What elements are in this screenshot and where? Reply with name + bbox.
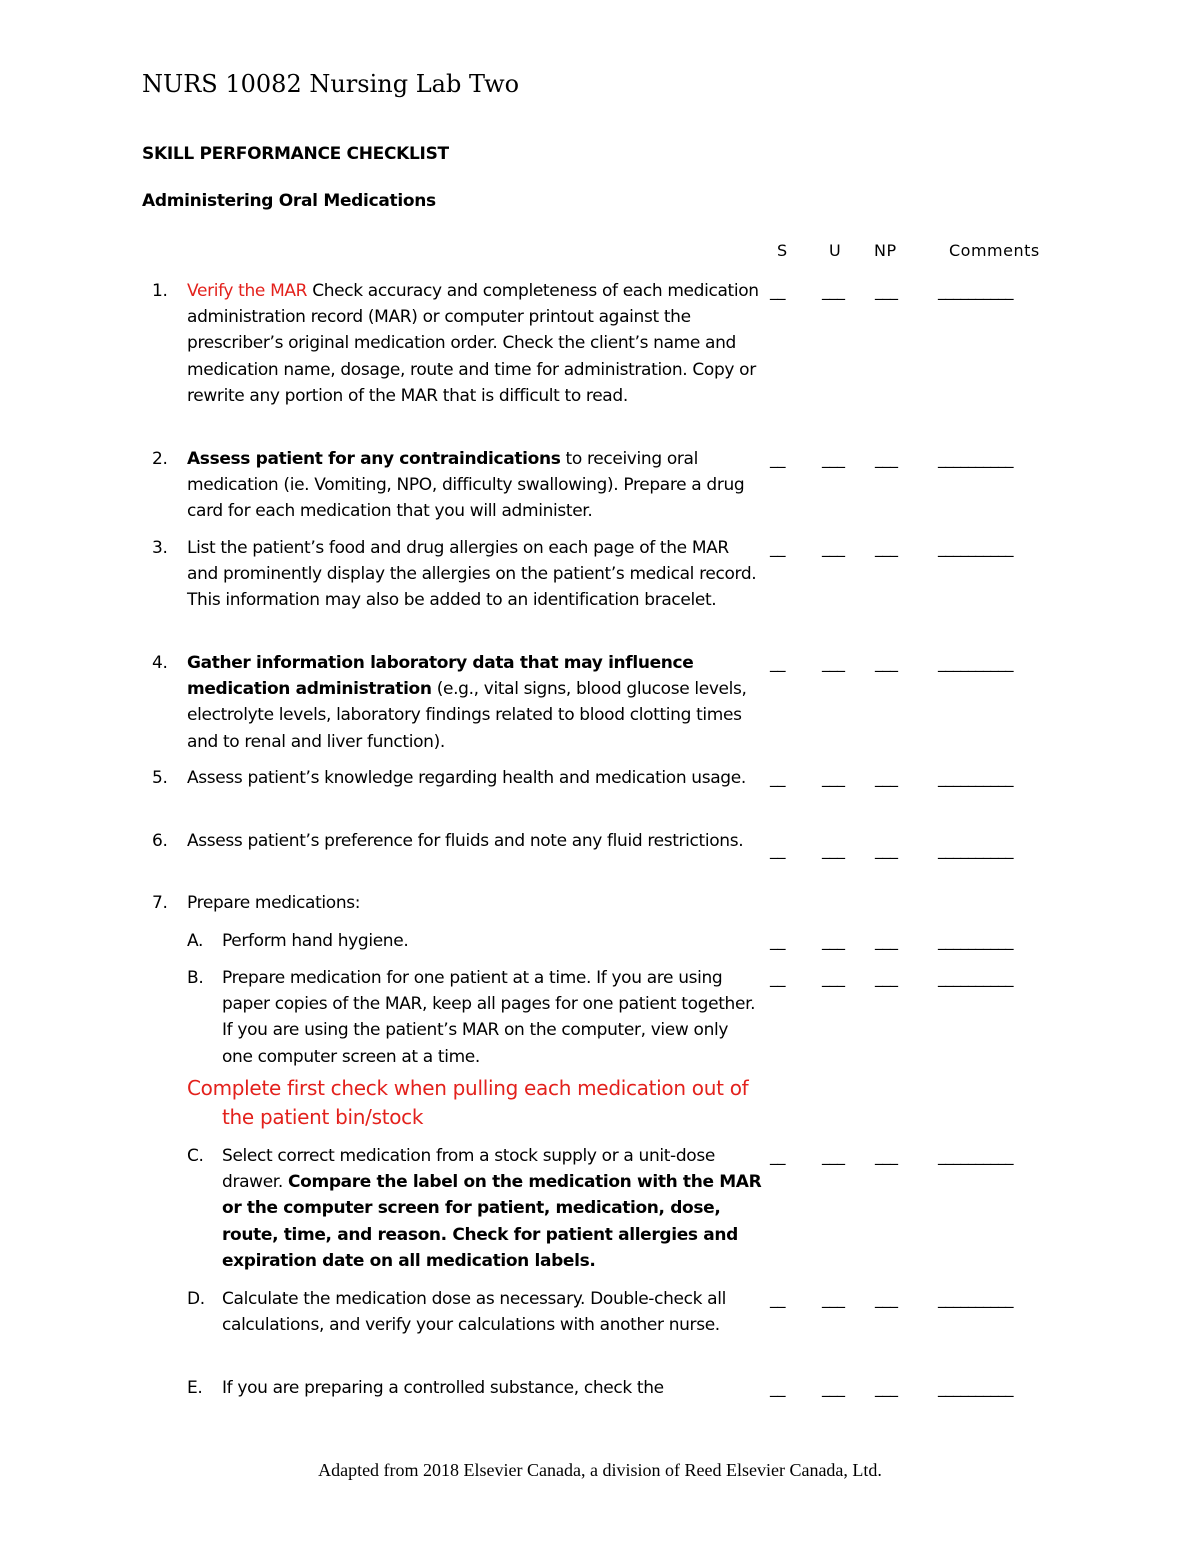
rating-blanks <box>770 446 1013 525</box>
blank-np: ___ <box>875 538 898 557</box>
item-text: Prepare medications: <box>187 893 361 913</box>
column-header-u: U <box>829 241 842 260</box>
item-body: to receiving oral medication (ie. Vomiting, NPO, difficulty swallowing). Prepare a drug card for each medication that you will administer. <box>187 449 745 522</box>
blank-comments: __________ <box>938 449 1013 468</box>
notice-line-2: the patient bin/stock <box>222 1105 424 1129</box>
blank-s: __ <box>770 538 785 557</box>
blank-u: ___ <box>822 1146 845 1165</box>
blank-comments: __________ <box>938 1146 1013 1165</box>
blank-u: ___ <box>822 538 845 557</box>
rating-blanks <box>770 650 1013 729</box>
rating-blanks <box>770 765 1013 844</box>
item-number: 3. <box>152 538 168 558</box>
item-body: (e.g., vital signs, blood glucose levels, electrolyte levels, laboratory findings related to blood clotting times and to renal and liver function). <box>187 679 747 752</box>
blank-s: __ <box>770 931 785 950</box>
blank-comments: __________ <box>938 968 1013 987</box>
blank-comments: __________ <box>938 1378 1013 1397</box>
blank-comments: __________ <box>938 281 1013 300</box>
blank-np: ___ <box>875 840 898 859</box>
subitem-letter: B. <box>187 968 204 988</box>
blank-s: __ <box>770 1146 785 1165</box>
item-number: 7. <box>152 893 168 913</box>
item-text: Assess patient’s knowledge regarding health and medication usage. <box>187 768 746 788</box>
blank-s: __ <box>770 840 785 859</box>
item-highlight: Verify the MAR <box>187 281 308 301</box>
notice-line-1: Complete first check when pulling each medication out of <box>187 1076 749 1100</box>
subitem-text: If you are preparing a controlled substance, check the <box>222 1378 664 1398</box>
subitem-letter: D. <box>187 1289 205 1309</box>
blank-np: ___ <box>875 1378 898 1397</box>
first-check-notice <box>187 1074 757 1132</box>
item-text <box>187 650 762 755</box>
blank-u: ___ <box>822 931 845 950</box>
course-header: NURS 10082 Nursing Lab Two <box>142 70 520 98</box>
item-emphasis: Assess patient for any contraindications <box>187 449 561 469</box>
item-number: 5. <box>152 768 168 788</box>
item-text <box>187 446 762 525</box>
blank-np: ___ <box>875 931 898 950</box>
column-header-s: S <box>777 241 788 260</box>
column-header-comments: Comments <box>949 241 1040 260</box>
blank-np: ___ <box>875 1289 898 1308</box>
blank-np: ___ <box>875 1146 898 1165</box>
item-text <box>187 278 762 409</box>
blank-s: __ <box>770 768 785 787</box>
blank-u: ___ <box>822 653 845 672</box>
checklist-subtitle: Administering Oral Medications <box>142 191 436 211</box>
subitem-text: Perform hand hygiene. <box>222 931 409 951</box>
blank-np: ___ <box>875 968 898 987</box>
column-header-np: NP <box>874 241 897 260</box>
item-text: List the patient’s food and drug allergies on each page of the MAR and prominently display the allergies on the patient’s medical record. This information may also be added to an identification bracelet. <box>187 538 757 611</box>
blank-s: __ <box>770 449 785 468</box>
subitem-text <box>222 1143 762 1274</box>
subitem-emphasis: Compare the label on the medication with the MAR or the computer screen for patient, medication, dose, route, time, and reason. Check for patient allergies and expiration date on all medication labels. <box>222 1172 762 1271</box>
item-text: Assess patient’s preference for fluids and note any fluid restrictions. <box>187 831 744 851</box>
blank-comments: __________ <box>938 538 1013 557</box>
subitem-text: Calculate the medication dose as necessary. Double-check all calculations, and verify your calculations with another nurse. <box>222 1289 726 1336</box>
blank-comments: __________ <box>938 768 1013 787</box>
subitem-letter: E. <box>187 1378 203 1398</box>
subitem-text: Prepare medication for one patient at a time. If you are using paper copies of the MAR, keep all pages for one patient together. If you are using the patient’s MAR on the computer, view only one computer screen at a time. <box>222 968 756 1067</box>
item-number: 4. <box>152 653 168 673</box>
blank-comments: __________ <box>938 1289 1013 1308</box>
blank-np: ___ <box>875 449 898 468</box>
subitem-letter: A. <box>187 931 204 951</box>
blank-u: ___ <box>822 281 845 300</box>
item-number: 6. <box>152 831 168 851</box>
blank-s: __ <box>770 1378 785 1397</box>
blank-np: ___ <box>875 281 898 300</box>
rating-blanks <box>770 1286 1013 1365</box>
blank-np: ___ <box>875 768 898 787</box>
rating-blanks <box>770 1375 1013 1454</box>
rating-blanks <box>770 1143 1013 1222</box>
item-emphasis: Gather information laboratory data that may influence medication administration <box>187 653 694 700</box>
blank-u: ___ <box>822 840 845 859</box>
blank-u: ___ <box>822 449 845 468</box>
item-number: 2. <box>152 449 168 469</box>
blank-s: __ <box>770 968 785 987</box>
blank-u: ___ <box>822 768 845 787</box>
checklist-title: SKILL PERFORMANCE CHECKLIST <box>142 144 449 164</box>
subitem-letter: C. <box>187 1146 204 1166</box>
rating-blanks <box>770 837 1013 916</box>
blank-u: ___ <box>822 968 845 987</box>
page-footer: Adapted from 2018 Elsevier Canada, a division of Reed Elsevier Canada, Ltd. <box>318 1460 882 1480</box>
item-number: 1. <box>152 281 168 301</box>
item-body: Check accuracy and completeness of each medication administration record (MAR) or computer printout against the prescriber’s original medication order. Check the client’s name and medication name, dosage, route and time for administration. Copy or rewrite any portion of the MAR that is difficult to read. <box>187 281 759 406</box>
blank-u: ___ <box>822 1378 845 1397</box>
subitem-body: Select correct medication from a stock supply or a unit-dose drawer. <box>222 1146 715 1193</box>
blank-s: __ <box>770 281 785 300</box>
blank-comments: __________ <box>938 653 1013 672</box>
blank-comments: __________ <box>938 840 1013 859</box>
rating-blanks <box>770 965 1013 1044</box>
blank-comments: __________ <box>938 931 1013 950</box>
blank-s: __ <box>770 653 785 672</box>
rating-blanks <box>770 278 1013 357</box>
blank-u: ___ <box>822 1289 845 1308</box>
blank-np: ___ <box>875 653 898 672</box>
rating-blanks <box>770 535 1013 614</box>
blank-s: __ <box>770 1289 785 1308</box>
